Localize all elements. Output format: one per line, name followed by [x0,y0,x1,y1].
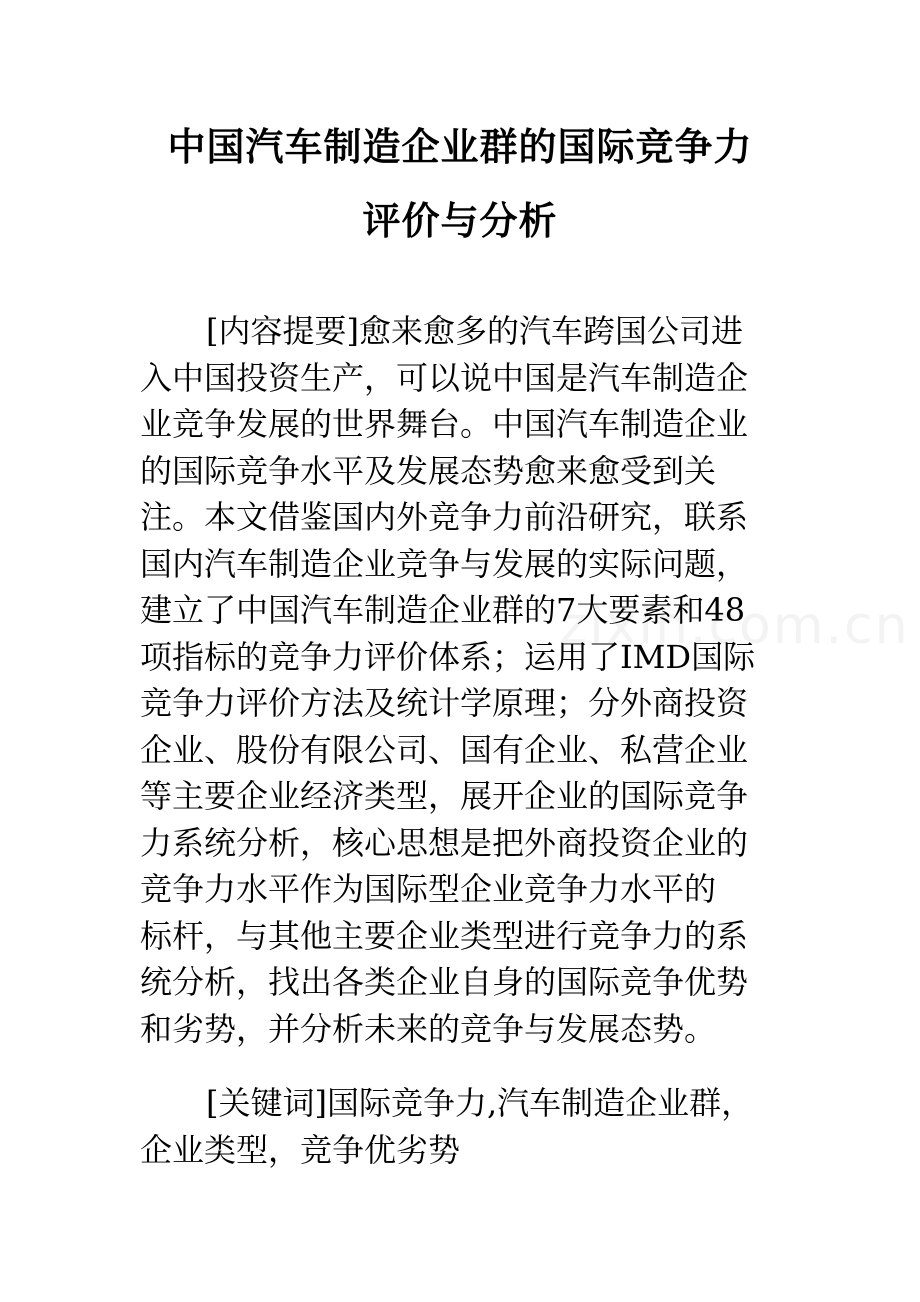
abstract-line: 标杆，与其他主要企业类型进行竞争力的系 [140,916,749,955]
abstract-line: 的国际竞争水平及发展态势愈来愈受到关 [140,451,717,490]
abstract-line: 力系统分析，核心思想是把外商投资企业的 [140,823,749,862]
abstract-line: 业竞争发展的世界舞台。中国汽车制造企业 [140,405,749,443]
abstract-line: [内容提要]愈来愈多的汽车跨国公司进 [206,312,743,350]
abstract-line: 竞争力水平作为国际型企业竞争力水平的 [140,870,717,908]
abstract-line: 统分析，找出各类企业自身的国际竞争优势 [140,963,749,1001]
keywords-line: 企业类型，竞争优劣势 [140,1130,461,1169]
abstract-line: 注。本文借鉴国内外竞争力前沿研究，联系 [140,498,749,536]
abstract-line: 竞争力评价方法及统计学原理；分外商投资 [140,684,749,722]
abstract-line: 和劣势，并分析未来的竞争与发展态势。 [140,1009,717,1048]
keywords-paragraph [140,1080,785,1173]
abstract-line: 等主要企业经济类型，展开企业的国际竞争 [140,777,749,815]
abstract-line: 企业、股份有限公司、国有企业、私营企业 [140,730,749,769]
keywords-line: [关键词]国际竞争力,汽车制造企业群， [206,1084,754,1122]
document-title-line-2: 评价与分析 [362,199,558,243]
watermark-text: zixin.com.cn [560,596,910,656]
abstract-line: 国内汽车制造企业竞争与发展的实际问题， [140,544,749,583]
document-title-line-1: 中国汽车制造企业群的国际竞争力 [167,125,753,169]
abstract-line: 项指标的竞争力评价体系；运用了IMD国际 [140,637,756,676]
abstract-paragraph [140,308,785,1052]
abstract-line: 建立了中国汽车制造企业群的7大要素和48 [140,591,746,629]
abstract-line: 入中国投资生产，可以说中国是汽车制造企 [140,358,749,397]
